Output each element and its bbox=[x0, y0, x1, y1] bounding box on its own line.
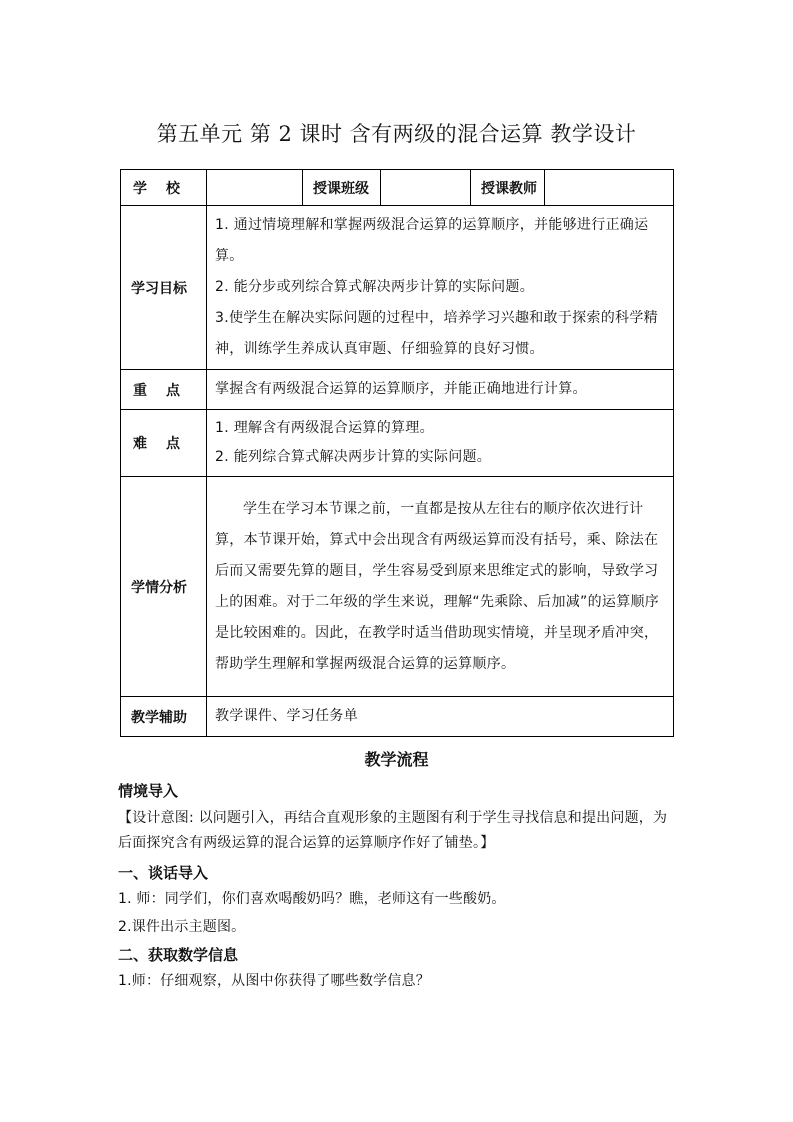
school-value-cell bbox=[207, 170, 303, 206]
difficulty-item: 2. 能列综合算式解决两步计算的实际问题。 bbox=[215, 449, 492, 465]
objectives-row bbox=[121, 206, 674, 370]
class-value-cell bbox=[381, 170, 471, 206]
analysis-label-cell: 学情分析 bbox=[121, 477, 207, 697]
objectives-label-cell: 学习目标 bbox=[121, 206, 207, 370]
teacher-value-cell bbox=[545, 170, 674, 206]
difficulty-content-cell bbox=[207, 410, 674, 477]
section-heading: 情境导入 bbox=[118, 782, 179, 800]
objectives-content-cell bbox=[207, 206, 674, 370]
analysis-row bbox=[121, 477, 674, 697]
key-point-label-cell: 重 点 bbox=[121, 370, 207, 410]
teacher-label-cell: 授课教师 bbox=[471, 170, 545, 206]
difficulty-row bbox=[121, 410, 674, 477]
key-point-row bbox=[121, 370, 674, 410]
difficulty-item: 1. 理解含有两级混合运算的算理。 bbox=[215, 420, 434, 436]
school-label-cell: 学 校 bbox=[121, 170, 207, 206]
class-label-cell: 授课班级 bbox=[303, 170, 381, 206]
analysis-content-cell: 学生在学习本节课之前，一直都是按从左往右的顺序依次进行计算，本节课开始，算式中会出现含有两级运算而没有括号，乘、除法在后而又需要先算的题目，学生容易受到原来思维定式的影响，导致学习上的困难。对于二年级的学生来说，理解“先乘除、后加减”的运算顺序是比较困难的。因此，在教学时适当借助现实情境，并呈现矛盾冲突，帮助学生理解和掌握两级混合运算的运算顺序。 bbox=[207, 477, 674, 697]
objective-item: 1. 通过情境理解和掌握两级混合运算的运算顺序，并能够进行正确运算。 bbox=[215, 217, 649, 264]
body-line: 1. 师：同学们，你们喜欢喝酸奶吗？瞧，老师这有一些酸奶。 bbox=[118, 891, 506, 907]
key-point-content-cell: 掌握含有两级混合运算的运算顺序，并能正确地进行计算。 bbox=[207, 370, 674, 410]
flow-title: 教学流程 bbox=[364, 750, 429, 769]
subsection-heading: 二、获取数学信息 bbox=[118, 946, 239, 964]
aids-row bbox=[121, 697, 674, 737]
design-intent: 【设计意图: 以问题引入，再结合直观形象的主题图有利于学生寻找信息和提出问题，为后面探究含有两级运算的混合运算的运算顺序作好了铺垫。】 bbox=[118, 810, 668, 851]
subsection-heading: 一、谈话导入 bbox=[118, 864, 209, 882]
body-line: 2.课件出示主题图。 bbox=[118, 919, 246, 935]
objective-item: 2. 能分步或列综合算式解决两步计算的实际问题。 bbox=[215, 279, 535, 295]
header-row bbox=[121, 170, 674, 206]
aids-label-cell: 教学辅助 bbox=[121, 697, 207, 737]
body-line: 1.师：仔细观察，从图中你获得了哪些数学信息？ bbox=[118, 973, 430, 989]
lesson-plan-table bbox=[120, 169, 674, 737]
objective-item: 3.使学生在解决实际问题的过程中，培养学习兴趣和敢于探索的科学精神，训练学生养成认真审题、仔细验算的良好习惯。 bbox=[215, 310, 658, 357]
aids-content-cell: 教学课件、学习任务单 bbox=[207, 697, 674, 737]
difficulty-label-cell: 难 点 bbox=[121, 410, 207, 477]
page-title: 第五单元 第 2 课时 含有两级的混合运算 教学设计 bbox=[156, 122, 637, 146]
